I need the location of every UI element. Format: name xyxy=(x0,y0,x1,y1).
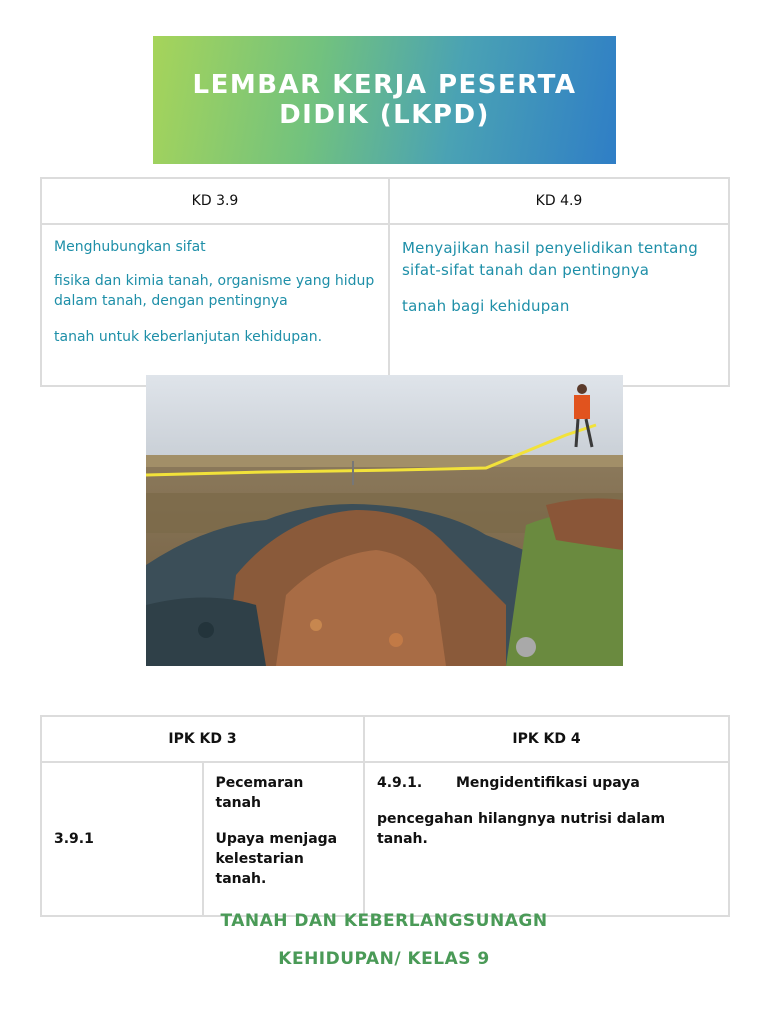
ipk3-code: 3.9.1 xyxy=(41,762,203,916)
kd49-header: KD 4.9 xyxy=(389,178,729,224)
kd39-line: fisika dan kimia tanah, organisme yang hidup dalam tanah, dengan pentingnya xyxy=(54,273,375,309)
kd49-line: Menyajikan hasil penyelidikan tentang sifat-sifat tanah dan pentingnya xyxy=(402,239,698,279)
ipk4-header: IPK KD 4 xyxy=(364,716,729,762)
ipk4-code: 4.9.1. xyxy=(377,775,423,791)
kd39-header: KD 3.9 xyxy=(41,178,389,224)
title-banner xyxy=(153,36,616,164)
footer-line2: KEHIDUPAN/ KELAS 9 xyxy=(278,949,490,969)
kd39-line: tanah untuk keberlanjutan kehidupan. xyxy=(54,329,323,345)
kd39-cell xyxy=(41,224,389,386)
soil-photo xyxy=(146,375,623,666)
ipk-table xyxy=(40,715,730,917)
kd-table xyxy=(40,177,730,387)
ipk3-cell xyxy=(203,762,365,916)
kd39-line: Menghubungkan sifat xyxy=(54,239,206,255)
footer-line1: TANAH DAN KEBERLANGSUNAGN xyxy=(220,911,548,931)
soil-field-image xyxy=(146,375,623,666)
ipk4-line: Mengidentifikasi upaya xyxy=(455,775,640,791)
page-title: LEMBAR KERJA PESERTA DIDIK (LKPD) xyxy=(192,70,577,130)
kd49-cell xyxy=(389,224,729,386)
kd49-line: tanah bagi kehidupan xyxy=(402,297,570,315)
ipk3-line: Upaya menjaga kelestarian tanah. xyxy=(215,831,338,887)
ipk4-cell xyxy=(364,762,729,916)
ipk4-line: pencegahan hilangnya nutrisi dalam tanah. xyxy=(377,811,666,847)
ipk3-header: IPK KD 3 xyxy=(41,716,364,762)
ipk3-line: Pecemaran tanah xyxy=(215,775,304,811)
